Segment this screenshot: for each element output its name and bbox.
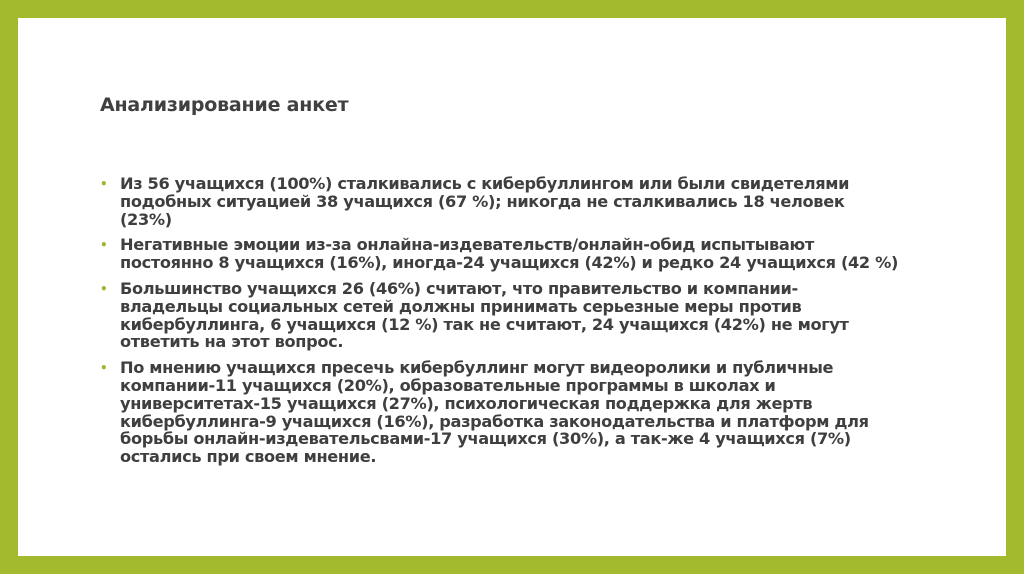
bullet-item — [100, 175, 900, 228]
bullet-item — [100, 359, 900, 466]
bullet-dot-icon: • — [100, 361, 108, 376]
bullet-dot-icon: • — [100, 177, 108, 191]
bullet-item — [100, 280, 900, 351]
bullet-text: Большинство учащихся 26 (46%) считают, что правительство и компании-владельцы социальных сетей должны принимать серьезные меры против кибербуллинга, 6 учащихся (12 %) так не считают, 24 учащихся (42%) не могут ответить на этот вопрос. — [120, 278, 849, 352]
bullet-text: По мнению учащихся пресечь кибербуллинг могут видеоролики и публичные компании-11 учащихся (20%), образовательные программы в школах и университетах-15 учащихся (27%), психологическая поддержка для жертв кибербуллинга-9 учащихся (16%), разработка законодательства и платформ для борьбы онлайн-издевательсвами-17 учащихся (30%), а так-же 4 учащихся (7%) остались при своем мнение. — [120, 358, 869, 467]
bullet-dot-icon: • — [100, 238, 108, 253]
slide-title: Анализирование анкет — [100, 94, 349, 116]
bullet-text: Негативные эмоции из-за онлайна-издевательств/онлайн-обид испытывают постоянно 8 учащихся (16%), иногда-24 учащихся (42%) и редко 24 учащихся (42 %) — [120, 235, 899, 273]
bullet-dot-icon: • — [100, 281, 108, 296]
slide-canvas — [18, 18, 1006, 556]
bullet-text: Из 56 учащихся (100%) сталкивались с кибербуллингом или были свидетелями подобных ситуацией 38 учащихся (67 %); никогда не сталкивались 18 человек (23%) — [120, 174, 850, 229]
bullet-item — [100, 236, 900, 272]
bullet-list — [100, 175, 900, 474]
